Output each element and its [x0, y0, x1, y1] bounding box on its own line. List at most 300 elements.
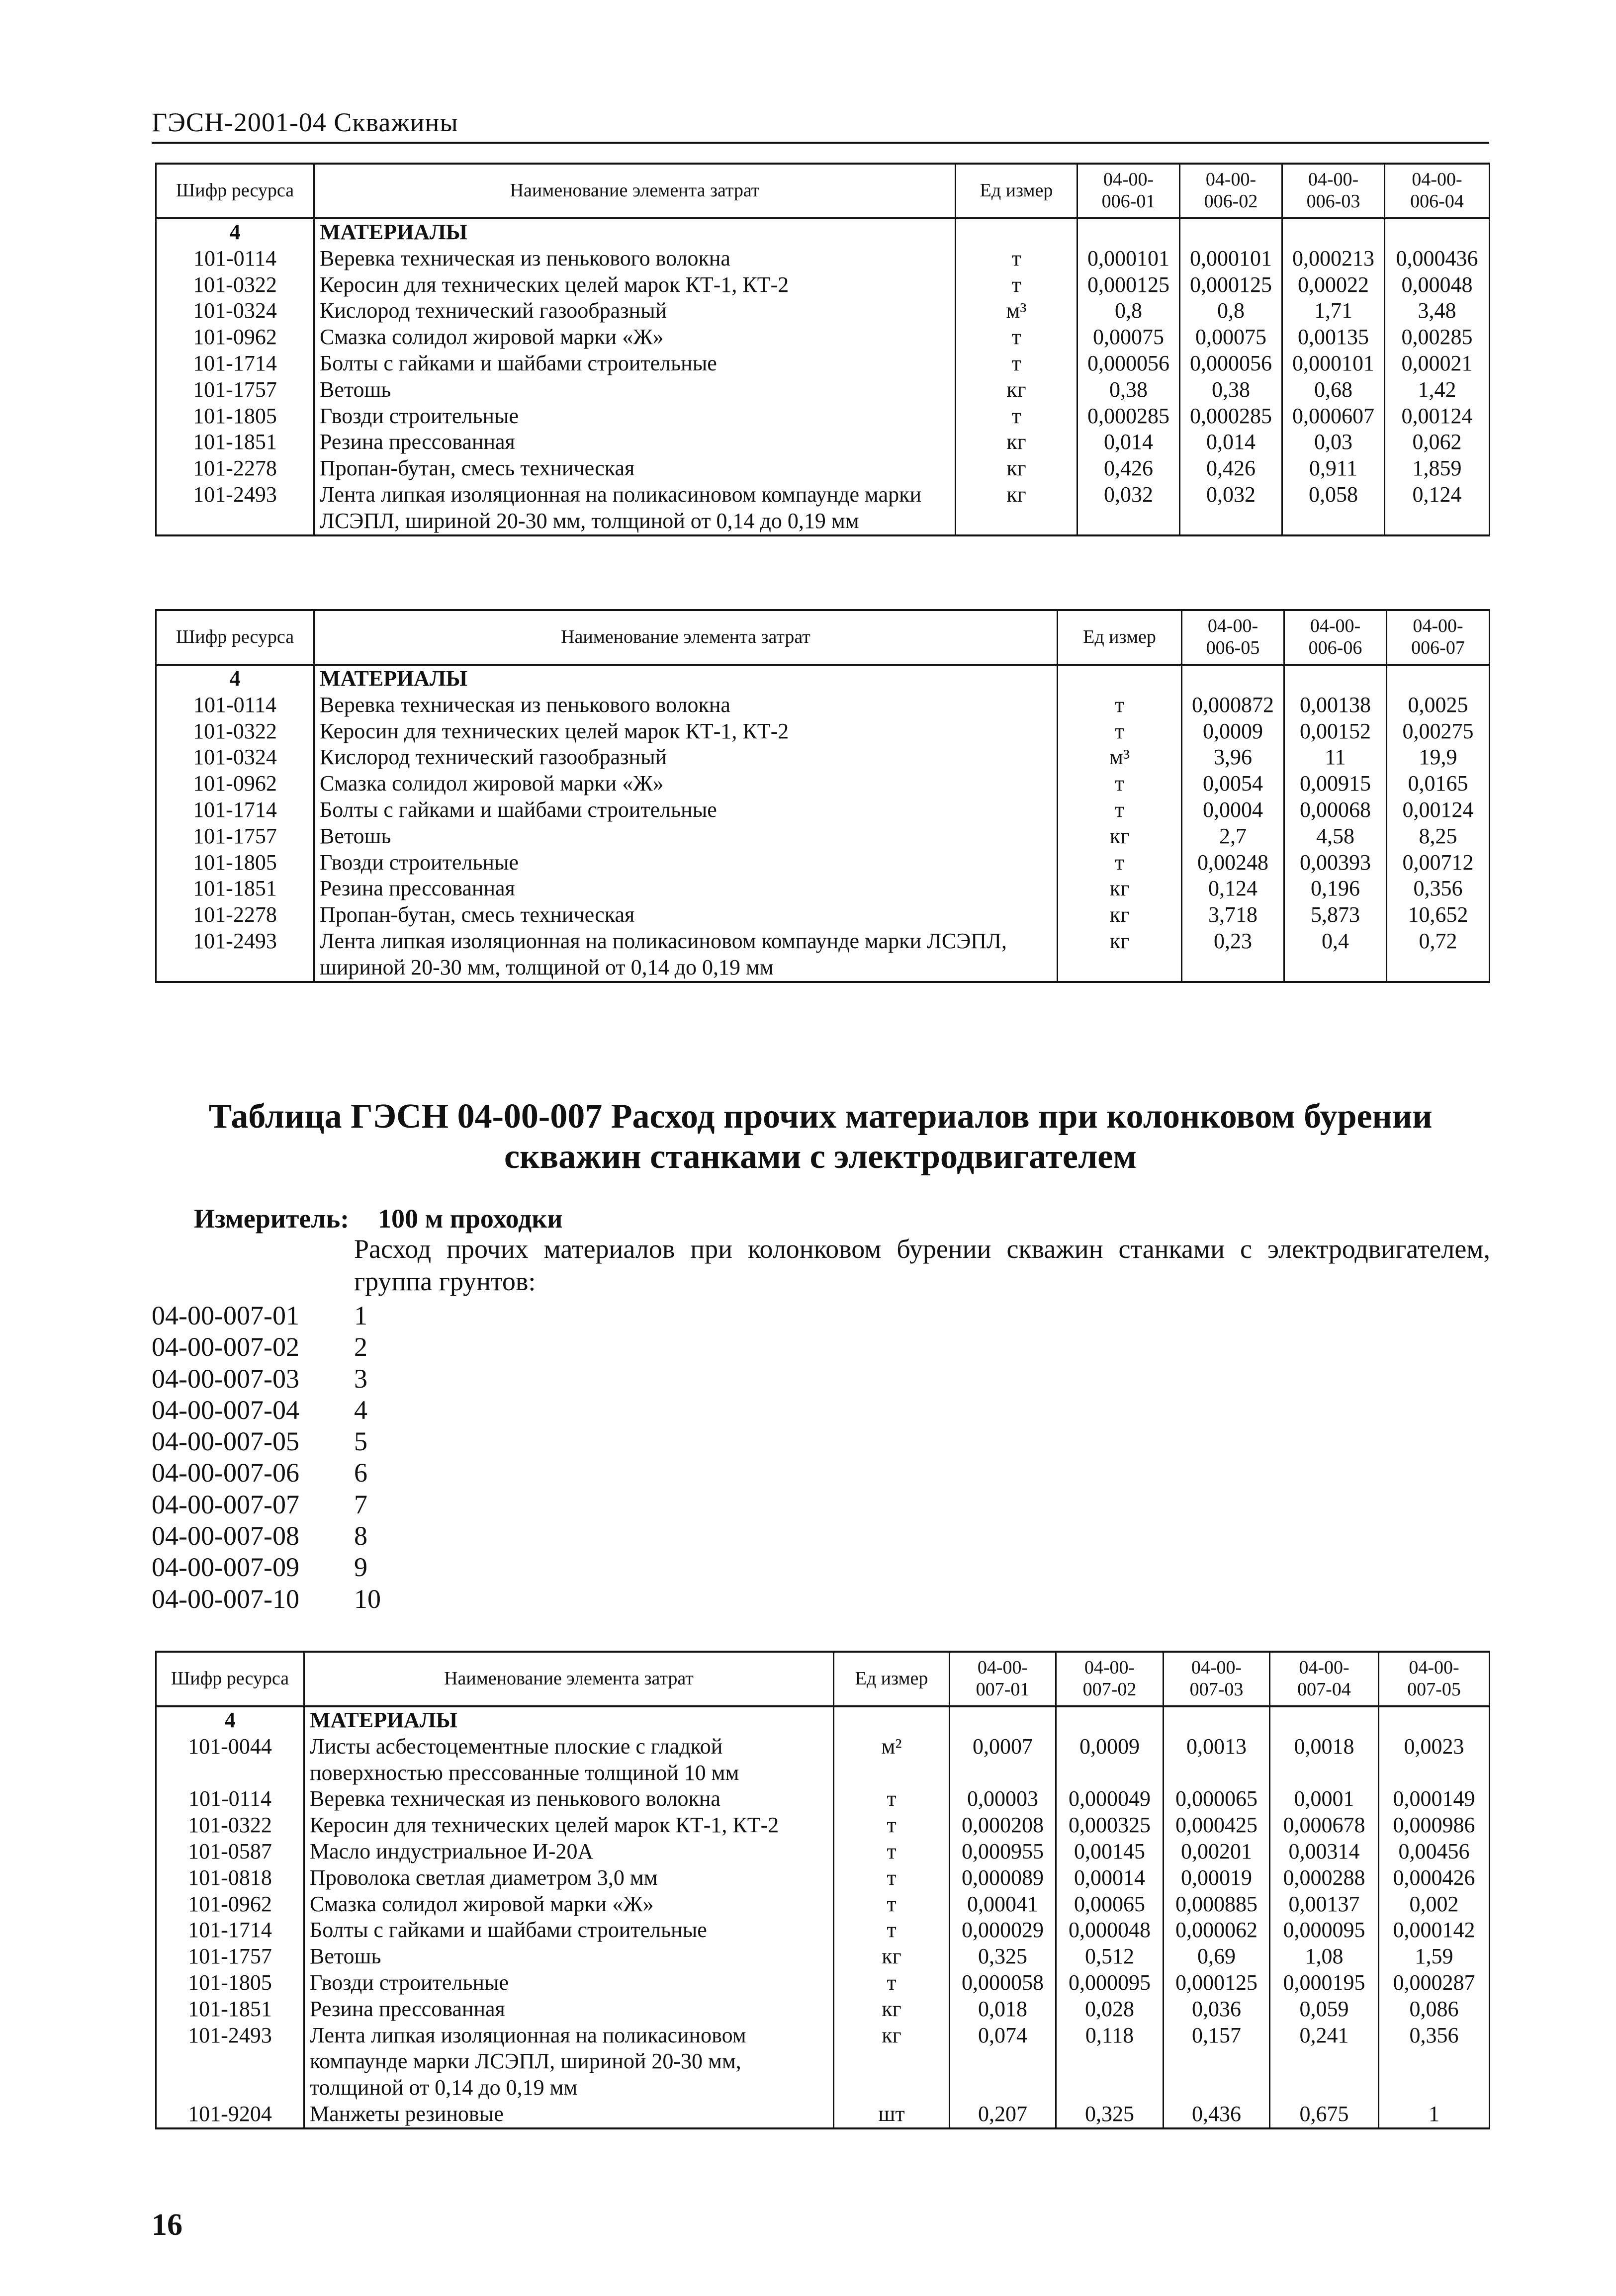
section-empty-cell [1270, 1706, 1379, 1734]
resource-value: 0,0009 [1182, 718, 1284, 745]
resource-code: 101-0324 [156, 298, 314, 324]
resource-value: 0,00275 [1387, 718, 1490, 745]
resource-value: 0,00003 [950, 1786, 1056, 1812]
resource-unit: кг [956, 429, 1077, 455]
resource-name: Болты с гайками и шайбами строительные [314, 351, 956, 377]
resource-value: 0,0007 [950, 1734, 1056, 1786]
section-empty-cell [1282, 218, 1385, 246]
norm-code-row [152, 1331, 381, 1363]
col-header-norm: 04-00- 006-03 [1282, 164, 1385, 218]
resource-value: 0,000056 [1077, 351, 1180, 377]
resource-value: 0,0009 [1056, 1734, 1164, 1786]
resource-value: 0,00285 [1385, 324, 1490, 351]
soil-group: 2 [354, 1332, 367, 1362]
soil-group: 3 [354, 1363, 367, 1394]
norm-code: 04-00-007-04 [152, 1395, 299, 1425]
norm-code: 04-00-007-07 [152, 1489, 299, 1519]
resource-unit: т [1058, 797, 1182, 823]
table-row [156, 2101, 1490, 2128]
resource-value: 0,0013 [1164, 1734, 1270, 1786]
resource-code: 101-0322 [156, 718, 314, 745]
resource-value: 0,074 [950, 2023, 1056, 2101]
norm-code-row [152, 1520, 381, 1552]
resource-value: 0,00014 [1056, 1865, 1164, 1891]
resource-unit: кг [1058, 902, 1182, 928]
section-empty-cell [834, 1706, 950, 1734]
section-empty-cell [1056, 1706, 1164, 1734]
resource-value: 0,00124 [1385, 403, 1490, 430]
resource-value: 0,014 [1077, 429, 1180, 455]
table-row [156, 1891, 1490, 1918]
section-row [156, 665, 1490, 692]
resource-value: 0,241 [1270, 2023, 1379, 2101]
resource-value: 0,00145 [1056, 1839, 1164, 1865]
resource-value: 0,086 [1379, 1996, 1490, 2023]
resource-name: Керосин для технических целей марок КТ-1, КТ-2 [314, 718, 1058, 745]
resource-value: 0,0004 [1182, 797, 1284, 823]
resource-value: 0,00137 [1270, 1891, 1379, 1918]
resource-value: 0,118 [1056, 2023, 1164, 2101]
col-header-unit: Ед измер [956, 164, 1077, 218]
resource-name: Смазка солидол жировой марки «Ж» [314, 324, 956, 351]
table-row [156, 1734, 1490, 1786]
resource-value: 3,48 [1385, 298, 1490, 324]
resource-unit: кг [1058, 928, 1182, 982]
norm-description: Расход прочих материалов при колонковом бурении скважин станками с электродвигателем, группа грунтов: [354, 1234, 1490, 1296]
table-row [156, 1786, 1490, 1812]
resource-value: 0,014 [1180, 429, 1282, 455]
resource-value: 0,00065 [1056, 1891, 1164, 1918]
resource-code: 101-0322 [156, 1812, 304, 1839]
col-header-code: Шифр ресурса [156, 1652, 304, 1706]
resource-unit: т [1058, 850, 1182, 876]
norm-code-row [152, 1395, 381, 1426]
measure-label: Измеритель: [194, 1204, 350, 1234]
resource-value: 0,000062 [1164, 1917, 1270, 1943]
resource-unit: кг [1058, 876, 1182, 902]
resource-code: 101-1851 [156, 1996, 304, 2023]
resource-code: 101-1714 [156, 351, 314, 377]
col-header-unit: Ед измер [834, 1652, 950, 1706]
resource-name: Резина прессованная [304, 1996, 834, 2023]
table-row [156, 1839, 1490, 1865]
resource-code: 101-0962 [156, 324, 314, 351]
resource-value: 0,000195 [1270, 1970, 1379, 1996]
resource-value: 0,058 [1282, 482, 1385, 535]
resource-value: 0,8 [1077, 298, 1180, 324]
resource-value: 0,000436 [1385, 246, 1490, 272]
table-row [156, 246, 1490, 272]
resource-code: 101-0322 [156, 272, 314, 298]
resource-value: 0,000101 [1282, 351, 1385, 377]
resource-value: 0,00124 [1387, 797, 1490, 823]
table-row [156, 1865, 1490, 1891]
table-row [156, 902, 1490, 928]
resource-code: 101-0114 [156, 246, 314, 272]
resource-code: 101-1851 [156, 876, 314, 902]
resource-value: 0,000049 [1056, 1786, 1164, 1812]
resource-value: 0,000101 [1077, 246, 1180, 272]
resource-value: 0,00712 [1387, 850, 1490, 876]
resource-code: 101-1714 [156, 1917, 304, 1943]
resource-table-006-01-04 [155, 163, 1490, 536]
section-empty-cell [1284, 665, 1387, 692]
resource-name: Болты с гайками и шайбами строительные [314, 797, 1058, 823]
col-header-name: Наименование элемента затрат [304, 1652, 834, 1706]
resource-value: 0,4 [1284, 928, 1387, 982]
resource-name: Проволока светлая диаметром 3,0 мм [304, 1865, 834, 1891]
norm-code: 04-00-007-03 [152, 1363, 299, 1394]
resource-code: 101-0962 [156, 771, 314, 797]
resource-name: Лента липкая изоляционная на поликасиновом компаунде марки ЛСЭПЛ, шириной 20-30 мм, толщиной от 0,14 до 0,19 мм [314, 482, 956, 535]
resource-value: 0,0018 [1270, 1734, 1379, 1786]
resource-name: Масло индустриальное И-20А [304, 1839, 834, 1865]
resource-value: 0,356 [1379, 2023, 1490, 2101]
resource-value: 0,03 [1282, 429, 1385, 455]
resource-code: 101-1851 [156, 429, 314, 455]
resource-value: 0,69 [1164, 1943, 1270, 1970]
col-header-code: Шифр ресурса [156, 164, 314, 218]
section-empty-cell [1077, 218, 1180, 246]
resource-value: 0,0025 [1387, 692, 1490, 718]
soil-group: 8 [354, 1521, 367, 1551]
resource-code: 101-2493 [156, 482, 314, 535]
table-row [156, 403, 1490, 430]
resource-value: 0,000285 [1077, 403, 1180, 430]
resource-name: Гвозди строительные [314, 403, 956, 430]
resource-value: 0,0054 [1182, 771, 1284, 797]
col-header-norm: 04-00- 006-02 [1180, 164, 1282, 218]
resource-value: 0,000288 [1270, 1865, 1379, 1891]
resource-unit: т [956, 403, 1077, 430]
resource-value: 0,00022 [1282, 272, 1385, 298]
col-header-name: Наименование элемента затрат [314, 610, 1058, 665]
measure-value: 100 м проходки [378, 1204, 563, 1234]
resource-value: 0,23 [1182, 928, 1284, 982]
resource-value: 5,873 [1284, 902, 1387, 928]
resource-value: 0,675 [1270, 2101, 1379, 2128]
norm-code-row [152, 1489, 381, 1520]
resource-value: 0,028 [1056, 1996, 1164, 2023]
resource-code: 101-0962 [156, 1891, 304, 1918]
resource-value: 0,000208 [950, 1812, 1056, 1839]
resource-value: 0,018 [950, 1996, 1056, 2023]
resource-name: Кислород технический газообразный [314, 744, 1058, 771]
section-code: 4 [156, 218, 314, 246]
resource-code: 101-1805 [156, 403, 314, 430]
norm-code-row [152, 1300, 381, 1331]
resource-unit: кг [1058, 823, 1182, 850]
resource-unit: кг [834, 1943, 950, 1970]
resource-unit: шт [834, 2101, 950, 2128]
norm-code-row [152, 1584, 381, 1615]
resource-value: 0,000426 [1379, 1865, 1490, 1891]
table-row [156, 1970, 1490, 1996]
resource-value: 0,00075 [1180, 324, 1282, 351]
resource-name: Смазка солидол жировой марки «Ж» [314, 771, 1058, 797]
resource-value: 11 [1284, 744, 1387, 771]
section-row [156, 218, 1490, 246]
resource-unit: кг [956, 455, 1077, 482]
resource-value: 0,00041 [950, 1891, 1056, 1918]
resource-name: Ветошь [304, 1943, 834, 1970]
section-empty-cell [1385, 218, 1490, 246]
table-row [156, 928, 1490, 982]
col-header-code: Шифр ресурса [156, 610, 314, 665]
resource-name: Резина прессованная [314, 876, 1058, 902]
resource-name: Веревка техническая из пенькового волокна [314, 246, 956, 272]
table-row [156, 876, 1490, 902]
table-row [156, 482, 1490, 535]
section-code: 4 [156, 1706, 304, 1734]
col-header-norm: 04-00- 006-05 [1182, 610, 1284, 665]
resource-value: 0,002 [1379, 1891, 1490, 1918]
resource-name: Керосин для технических целей марок КТ-1, КТ-2 [304, 1812, 834, 1839]
table-row [156, 377, 1490, 403]
resource-value: 0,124 [1385, 482, 1490, 535]
resource-name: Лента липкая изоляционная на поликасиновом компаунде марки ЛСЭПЛ, шириной 20-30 мм, толщиной от 0,14 до 0,19 мм [314, 928, 1058, 982]
table-row [156, 692, 1490, 718]
resource-value: 0,325 [950, 1943, 1056, 1970]
norm-code: 04-00-007-06 [152, 1458, 299, 1488]
resource-value: 0,38 [1077, 377, 1180, 403]
resource-unit: кг [834, 1996, 950, 2023]
soil-group: 4 [354, 1395, 367, 1425]
header-row [156, 610, 1490, 665]
norm-code: 04-00-007-08 [152, 1521, 299, 1551]
resource-value: 0,68 [1282, 377, 1385, 403]
resource-value: 0,207 [950, 2101, 1056, 2128]
resource-value: 0,000885 [1164, 1891, 1270, 1918]
resource-table-006-05-07 [155, 609, 1490, 983]
soil-group: 7 [354, 1489, 367, 1519]
resource-value: 0,000058 [950, 1970, 1056, 1996]
table-row [156, 1943, 1490, 1970]
col-header-norm: 04-00- 006-04 [1385, 164, 1490, 218]
resource-value: 0,8 [1180, 298, 1282, 324]
resource-value: 0,000287 [1379, 1970, 1490, 1996]
resource-code: 101-1805 [156, 850, 314, 876]
norm-code-row [152, 1457, 381, 1489]
resource-name: Кислород технический газообразный [314, 298, 956, 324]
resource-value: 1,08 [1270, 1943, 1379, 1970]
resource-value: 0,00152 [1284, 718, 1387, 745]
resource-value: 0,38 [1180, 377, 1282, 403]
resource-unit: м³ [1058, 744, 1182, 771]
resource-value: 1 [1379, 2101, 1490, 2128]
header-rule [152, 142, 1489, 144]
resource-code: 101-1805 [156, 1970, 304, 1996]
col-header-norm: 04-00- 006-01 [1077, 164, 1180, 218]
table-title: Таблица ГЭСН 04-00-007 Расход прочих материалов при колонковом бурении скважин станками с электродвигателем [208, 1097, 1433, 1176]
resource-value: 0,000285 [1180, 403, 1282, 430]
table-row [156, 455, 1490, 482]
resource-value: 0,356 [1387, 876, 1490, 902]
resource-value: 0,72 [1387, 928, 1490, 982]
resource-code: 101-1757 [156, 823, 314, 850]
resource-value: 2,7 [1182, 823, 1284, 850]
resource-unit: т [956, 246, 1077, 272]
section-empty-cell [956, 218, 1077, 246]
resource-value: 0,000325 [1056, 1812, 1164, 1839]
resource-value: 1,42 [1385, 377, 1490, 403]
resource-value: 0,426 [1077, 455, 1180, 482]
resource-value: 0,000065 [1164, 1786, 1270, 1812]
norm-code-row [152, 1426, 381, 1457]
resource-unit: т [956, 324, 1077, 351]
resource-value: 0,00019 [1164, 1865, 1270, 1891]
col-header-norm: 04-00- 007-03 [1164, 1652, 1270, 1706]
section-name: МАТЕРИАЛЫ [304, 1706, 834, 1734]
page-number: 16 [152, 2208, 182, 2242]
section-empty-cell [1182, 665, 1284, 692]
resource-name: Веревка техническая из пенькового волокна [314, 692, 1058, 718]
section-empty-cell [1180, 218, 1282, 246]
resource-value: 0,0165 [1387, 771, 1490, 797]
resource-value: 3,96 [1182, 744, 1284, 771]
norm-code-row [152, 1552, 381, 1583]
resource-value: 10,652 [1387, 902, 1490, 928]
resource-name: Лента липкая изоляционная на поликасиновом компаунде марки ЛСЭПЛ, шириной 20-30 мм, толщиной от 0,14 до 0,19 мм [304, 2023, 834, 2101]
resource-unit: кг [956, 482, 1077, 535]
resource-value: 1,859 [1385, 455, 1490, 482]
resource-value: 0,000089 [950, 1865, 1056, 1891]
table-row [156, 351, 1490, 377]
resource-value: 0,00456 [1379, 1839, 1490, 1865]
resource-value: 1,71 [1282, 298, 1385, 324]
resource-unit: м² [834, 1734, 950, 1786]
resource-code: 101-2493 [156, 928, 314, 982]
resource-unit: т [834, 1865, 950, 1891]
resource-value: 0,000101 [1180, 246, 1282, 272]
norm-code: 04-00-007-09 [152, 1552, 299, 1583]
header-row [156, 1652, 1490, 1706]
col-header-norm: 04-00- 007-01 [950, 1652, 1056, 1706]
resource-value: 0,000095 [1056, 1970, 1164, 1996]
resource-code: 101-1714 [156, 797, 314, 823]
resource-name: Гвозди строительные [304, 1970, 834, 1996]
resource-code: 101-1757 [156, 1943, 304, 1970]
resource-value: 0,062 [1385, 429, 1490, 455]
resource-value: 0,059 [1270, 1996, 1379, 2023]
table-row [156, 1917, 1490, 1943]
resource-value: 0,000056 [1180, 351, 1282, 377]
resource-value: 0,036 [1164, 1996, 1270, 2023]
resource-unit: т [834, 1891, 950, 1918]
resource-unit: т [1058, 718, 1182, 745]
resource-name: Веревка техническая из пенькового волокна [304, 1786, 834, 1812]
resource-unit: т [834, 1812, 950, 1839]
resource-value: 0,00068 [1284, 797, 1387, 823]
norm-code: 04-00-007-02 [152, 1332, 299, 1362]
section-code: 4 [156, 665, 314, 692]
resource-unit: т [834, 1970, 950, 1996]
resource-value: 0,00201 [1164, 1839, 1270, 1865]
table-row [156, 797, 1490, 823]
resource-table-007-01-05 [155, 1651, 1490, 2129]
resource-value: 0,000095 [1270, 1917, 1379, 1943]
soil-group: 5 [354, 1426, 367, 1457]
section-empty-cell [1164, 1706, 1270, 1734]
resource-code: 101-2278 [156, 455, 314, 482]
table-row [156, 2023, 1490, 2101]
resource-value: 0,0023 [1379, 1734, 1490, 1786]
resource-value: 0,000029 [950, 1917, 1056, 1943]
section-empty-cell [950, 1706, 1056, 1734]
col-header-norm: 04-00- 006-06 [1284, 610, 1387, 665]
resource-value: 4,58 [1284, 823, 1387, 850]
section-name: МАТЕРИАЛЫ [314, 218, 956, 246]
section-name: МАТЕРИАЛЫ [314, 665, 1058, 692]
resource-value: 0,0001 [1270, 1786, 1379, 1812]
section-empty-cell [1387, 665, 1490, 692]
col-header-norm: 04-00- 007-05 [1379, 1652, 1490, 1706]
resource-unit: т [1058, 771, 1182, 797]
resource-value: 0,000125 [1077, 272, 1180, 298]
resource-code: 101-0114 [156, 1786, 304, 1812]
resource-unit: т [956, 272, 1077, 298]
resource-value: 0,000955 [950, 1839, 1056, 1865]
soil-group: 10 [354, 1584, 381, 1614]
resource-value: 0,000607 [1282, 403, 1385, 430]
resource-name: Смазка солидол жировой марки «Ж» [304, 1891, 834, 1918]
table-row [156, 298, 1490, 324]
resource-value: 0,157 [1164, 2023, 1270, 2101]
resource-value: 0,00075 [1077, 324, 1180, 351]
col-header-unit: Ед измер [1058, 610, 1182, 665]
resource-value: 19,9 [1387, 744, 1490, 771]
resource-value: 0,000149 [1379, 1786, 1490, 1812]
resource-value: 0,196 [1284, 876, 1387, 902]
resource-value: 0,00915 [1284, 771, 1387, 797]
resource-value: 0,000048 [1056, 1917, 1164, 1943]
resource-value: 0,00393 [1284, 850, 1387, 876]
resource-value: 0,000678 [1270, 1812, 1379, 1839]
col-header-name: Наименование элемента затрат [314, 164, 956, 218]
resource-unit: т [1058, 692, 1182, 718]
resource-name: Пропан-бутан, смесь техническая [314, 455, 956, 482]
table-row [156, 771, 1490, 797]
table-row [156, 324, 1490, 351]
resource-code: 101-0044 [156, 1734, 304, 1786]
resource-value: 0,911 [1282, 455, 1385, 482]
header-row [156, 164, 1490, 218]
resource-unit: м³ [956, 298, 1077, 324]
resource-value: 0,436 [1164, 2101, 1270, 2128]
table-row [156, 1996, 1490, 2023]
resource-code: 101-0114 [156, 692, 314, 718]
resource-code: 101-0587 [156, 1839, 304, 1865]
resource-name: Листы асбестоцементные плоские с гладкой поверхностью прессованные толщиной 10 мм [304, 1734, 834, 1786]
soil-group: 6 [354, 1458, 367, 1488]
table-row [156, 272, 1490, 298]
soil-group: 9 [354, 1552, 367, 1583]
resource-unit: кг [956, 377, 1077, 403]
section-row [156, 1706, 1490, 1734]
resource-value: 0,512 [1056, 1943, 1164, 1970]
resource-unit: т [834, 1839, 950, 1865]
norm-code: 04-00-007-05 [152, 1426, 299, 1457]
table-row [156, 718, 1490, 745]
resource-name: Керосин для технических целей марок КТ-1, КТ-2 [314, 272, 956, 298]
resource-value: 0,000142 [1379, 1917, 1490, 1943]
resource-name: Ветошь [314, 823, 1058, 850]
table-row [156, 1812, 1490, 1839]
resource-value: 0,000872 [1182, 692, 1284, 718]
norm-code: 04-00-007-01 [152, 1301, 299, 1330]
col-header-norm: 04-00- 007-02 [1056, 1652, 1164, 1706]
resource-code: 101-0324 [156, 744, 314, 771]
